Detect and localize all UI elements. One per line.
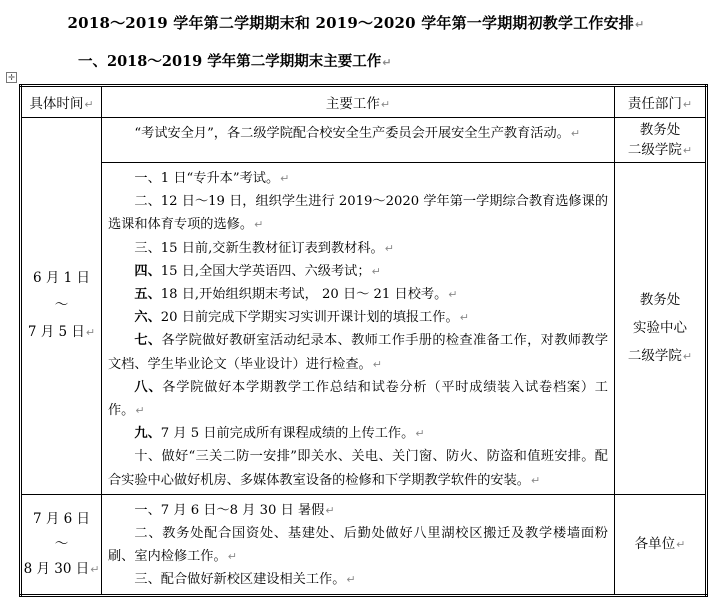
time-start: 6 月 1 日 xyxy=(32,270,91,287)
list-item: 十、做好“三关二防一安排”即关水、关电、关门窗、防火、防盗和值班安排。配合实验中心做好机房、多媒体教室设备的检修和下学期教学软件的安装。↵ xyxy=(108,449,608,488)
work-cell-july xyxy=(102,494,615,595)
dept-cell-june xyxy=(615,163,707,495)
table-row xyxy=(21,118,707,163)
dept-line: 二级学院↵ xyxy=(627,347,693,364)
time-end: 8 月 30 日↵ xyxy=(23,560,100,577)
dept-line: 二级学院↵ xyxy=(627,141,693,158)
list-item: 六、20 日前完成下学期实习实训开课计划的填报工作。↵ xyxy=(134,310,469,326)
work-cell-june xyxy=(102,163,615,495)
list-item: 七、各学院做好教研室活动纪录本、教师工作手册的检查准备工作，对教师教学文档、学生毕业论文（毕业设计）进行检查。↵ xyxy=(108,333,609,372)
list-item: 一、1 日“专升本”考试。↵ xyxy=(134,171,290,186)
list-item: 三、配合做好新校区建设相关工作。↵ xyxy=(134,572,356,588)
time-separator: ～ xyxy=(54,297,69,314)
list-item: 三、15 日前,交新生教材征订表到教材科。↵ xyxy=(134,240,394,256)
header-dept: 责任部门↵ xyxy=(615,86,707,118)
dept-line: 教务处 xyxy=(639,121,681,138)
work-cell-safety xyxy=(102,118,615,163)
section-heading: 一、2018～2019 学年第二学期期末主要工作↵ xyxy=(78,53,392,70)
list-item: 九、7 月 5 日前完成所有课程成绩的上传工作。↵ xyxy=(134,426,425,442)
time-separator: ～ xyxy=(54,535,69,552)
work-schedule-table xyxy=(19,84,708,597)
move-anchor-icon[interactable]: ✛ xyxy=(6,72,17,83)
list-item: 八、各学院做好本学期教学工作总结和试卷分析（平时成绩装入试卷档案）工作。↵ xyxy=(108,379,608,419)
time-end: 7 月 5 日↵ xyxy=(27,324,96,341)
dept-cell-july: 各单位↵ xyxy=(615,494,707,595)
time-cell-july xyxy=(21,494,102,595)
dept-cell-safety xyxy=(615,118,707,163)
work-text: “考试安全月”，各二级学院配合校安全生产委员会开展安全生产教育活动。↵ xyxy=(134,126,581,141)
header-work: 主要工作↵ xyxy=(102,86,615,118)
time-cell-june xyxy=(21,118,102,495)
table-row xyxy=(21,494,707,595)
list-item: 二、12 日～19 日，组织学生进行 2019～2020 学年第一学期综合教育选修课的选课和体育专项的选修。↵ xyxy=(108,194,609,233)
time-start: 7 月 6 日 xyxy=(32,510,91,527)
list-item: 二、教务处配合国资处、基建处、后勤处做好八里湖校区搬迁及教学楼墙面粉刷、室内检修工作。↵ xyxy=(108,526,608,565)
list-item: 一、7 月 6 日～8 月 30 日 暑假↵ xyxy=(134,502,335,518)
list-item: 四、15 日,全国大学英语四、六级考试；↵ xyxy=(134,263,381,279)
document-title: 2018～2019 学年第二学期期末和 2019～2020 学年第一学期期初教学工作安排↵ xyxy=(67,14,645,32)
dept-line: 实验中心 xyxy=(633,319,687,336)
header-time: 具体时间↵ xyxy=(21,86,102,118)
dept-line: 教务处 xyxy=(639,291,681,308)
list-item: 五、18 日,开始组织期末考试， 20 日～ 21 日校考。↵ xyxy=(134,287,458,303)
table-header-row xyxy=(21,86,707,118)
table-row xyxy=(21,163,707,495)
